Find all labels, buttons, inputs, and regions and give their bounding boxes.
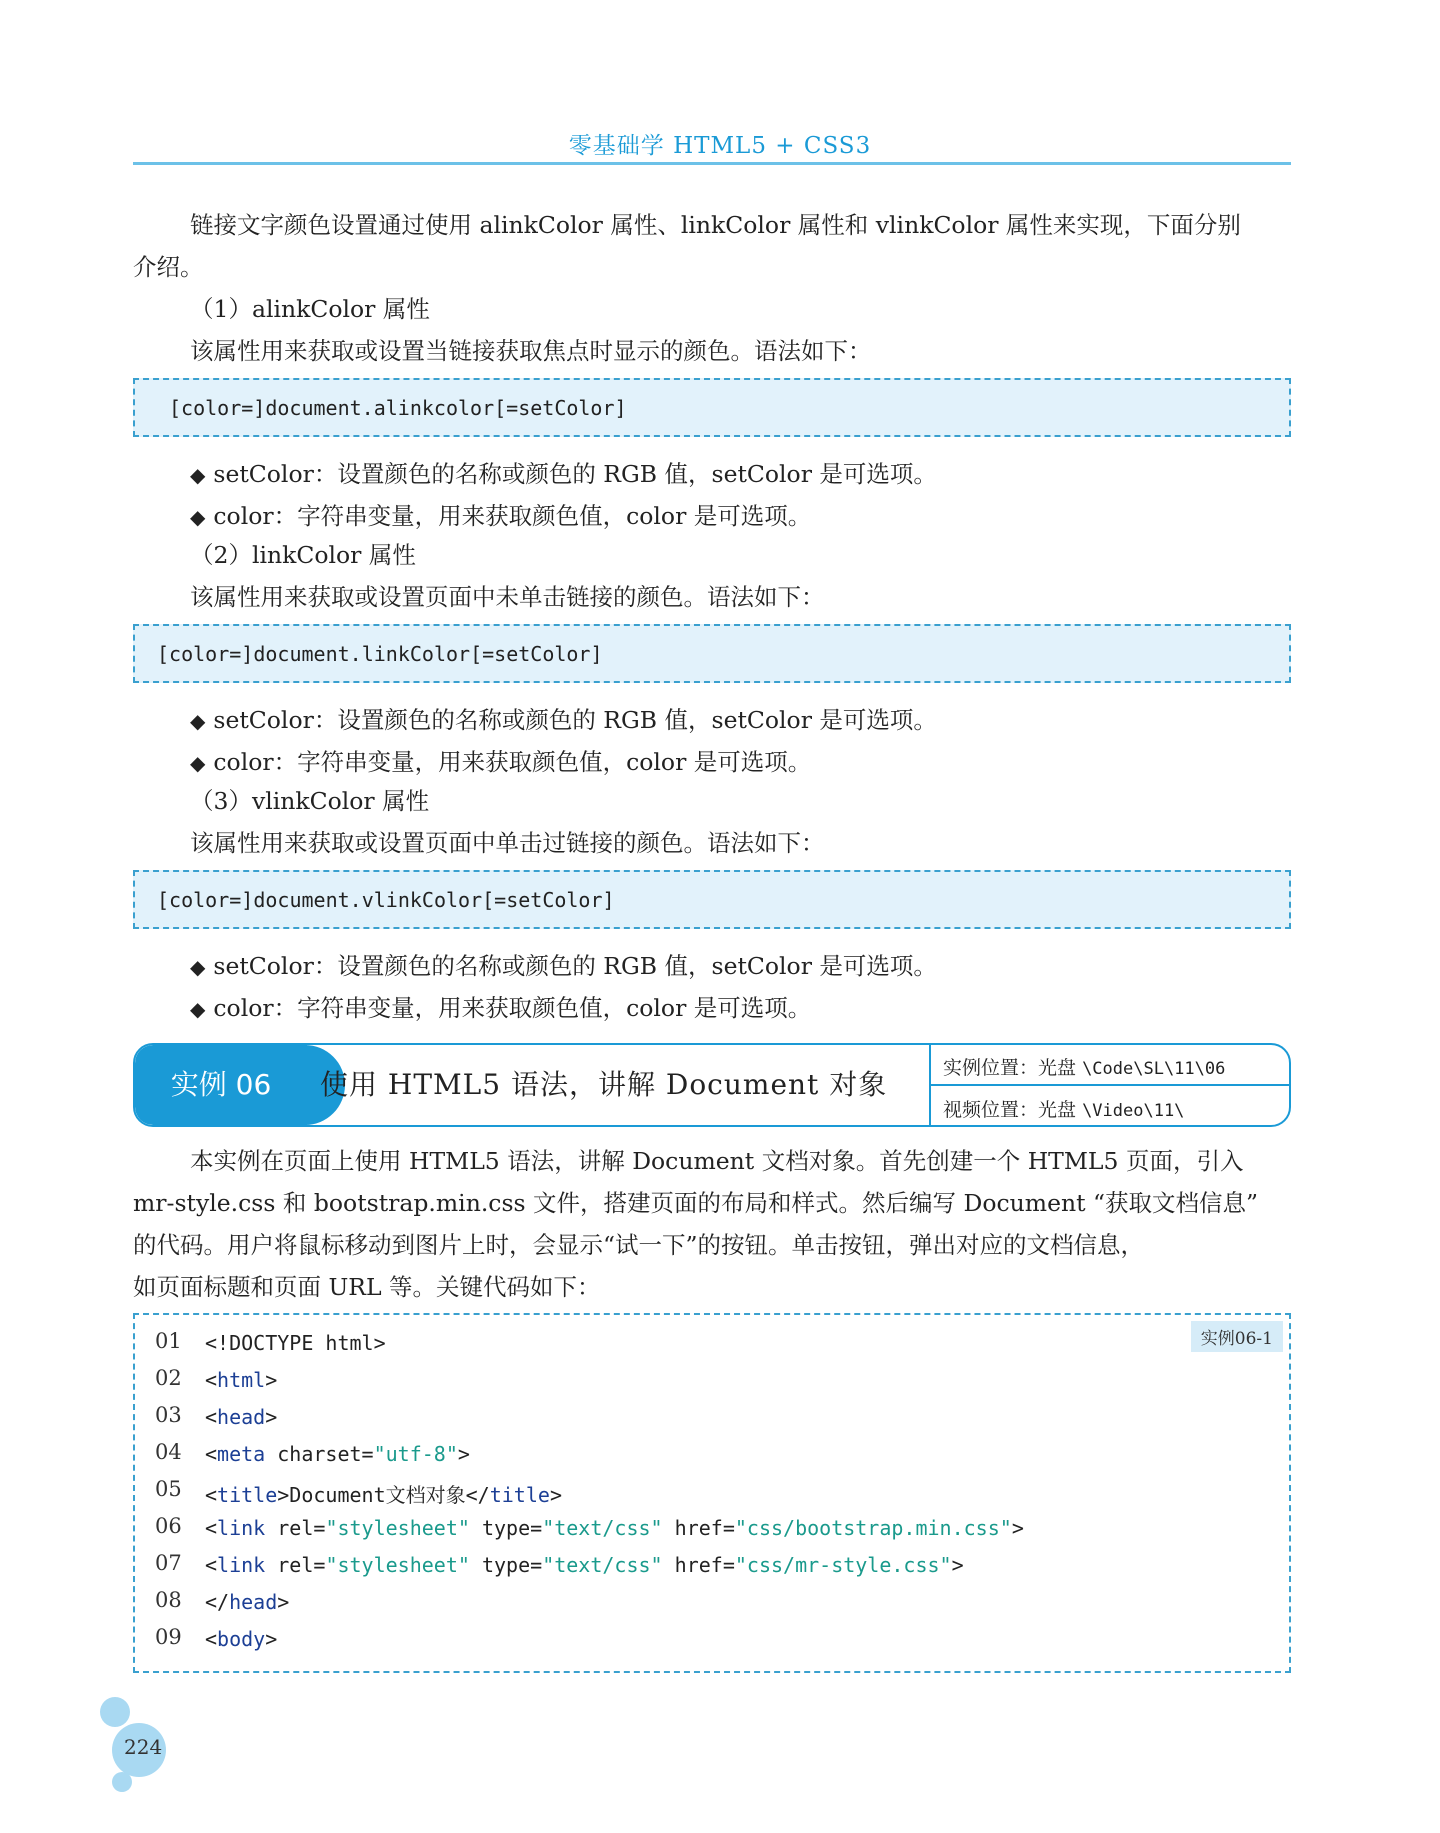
- code-line: <body>: [205, 1627, 278, 1651]
- section-desc: 该属性用来获取或设置当链接获取焦点时显示的颜色。语法如下：: [190, 337, 872, 365]
- line-number: 08: [155, 1588, 182, 1612]
- section-heading: （2）linkColor 属性: [190, 541, 416, 569]
- bullet-item: ◆ setColor：设置颜色的名称或颜色的 RGB 值，setColor 是可选项。: [190, 706, 937, 734]
- diamond-icon: ◆: [190, 955, 206, 979]
- line-number: 07: [155, 1551, 182, 1575]
- diamond-icon: ◆: [190, 709, 206, 733]
- video-location: 视频位置：光盘 \Video\11\: [943, 1099, 1185, 1121]
- code-line: <title>Document文档对象</title>: [205, 1483, 562, 1507]
- code-line: <link rel="stylesheet" type="text/css" href="css/mr-style.css">: [205, 1553, 964, 1577]
- example-desc-line: 本实例在页面上使用 HTML5 语法，讲解 Document 文档对象。首先创建一个 HTML5 页面，引入: [190, 1147, 1244, 1175]
- code-line: <!DOCTYPE html>: [205, 1331, 386, 1355]
- section-desc: 该属性用来获取或设置页面中单击过链接的颜色。语法如下：: [190, 829, 825, 857]
- code-line: <html>: [205, 1368, 278, 1392]
- code-line: <meta charset="utf-8">: [205, 1442, 470, 1466]
- line-number: 05: [155, 1477, 182, 1501]
- bubble-decoration: [112, 1772, 132, 1792]
- bullet-item: ◆ color：字符串变量，用来获取颜色值，color 是可选项。: [190, 502, 812, 530]
- syntax-box: [133, 624, 1291, 683]
- intro-line-2: 介绍。: [133, 253, 204, 281]
- section-heading: （1）alinkColor 属性: [190, 295, 430, 323]
- syntax-code: [color=]document.linkColor[=setColor]: [157, 642, 603, 666]
- line-number: 04: [155, 1440, 182, 1464]
- example-desc-line: 如页面标题和页面 URL 等。关键代码如下：: [133, 1273, 601, 1301]
- line-number: 01: [155, 1329, 182, 1353]
- code-line: </head>: [205, 1590, 290, 1614]
- line-number: 06: [155, 1514, 182, 1538]
- example-desc-line: 的代码。用户将鼠标移动到图片上时，会显示“试一下”的按钮。单击按钮，弹出对应的文档信息，: [133, 1231, 1145, 1259]
- example-title: 使用 HTML5 语法，讲解 Document 对象: [320, 1068, 888, 1101]
- bullet-item: ◆ color：字符串变量，用来获取颜色值，color 是可选项。: [190, 994, 812, 1022]
- section-desc: 该属性用来获取或设置页面中未单击链接的颜色。语法如下：: [190, 583, 825, 611]
- example-badge: 实例 06: [135, 1045, 307, 1125]
- bullet-item: ◆ color：字符串变量，用来获取颜色值，color 是可选项。: [190, 748, 812, 776]
- header-rule: [133, 162, 1291, 165]
- line-number: 02: [155, 1366, 182, 1390]
- listing-tag: 实例06-1: [1191, 1321, 1283, 1352]
- code-line: <head>: [205, 1405, 278, 1429]
- syntax-box: [133, 378, 1291, 437]
- code-listing: [133, 1313, 1291, 1673]
- page-number: 224: [124, 1735, 163, 1759]
- running-header: 零基础学 HTML5 + CSS3: [568, 133, 872, 159]
- syntax-box: [133, 870, 1291, 929]
- example-desc-line: mr-style.css 和 bootstrap.min.css 文件，搭建页面的布局和样式。然后编写 Document “获取文档信息”: [133, 1189, 1259, 1217]
- bullet-item: ◆ setColor：设置颜色的名称或颜色的 RGB 值，setColor 是可选项。: [190, 952, 937, 980]
- line-number: 03: [155, 1403, 182, 1427]
- example-banner: [133, 1043, 1291, 1127]
- example-location: 实例位置：光盘 \Code\SL\11\06: [943, 1057, 1226, 1079]
- bubble-decoration: [100, 1697, 130, 1727]
- code-line: <link rel="stylesheet" type="text/css" href="css/bootstrap.min.css">: [205, 1516, 1024, 1540]
- diamond-icon: ◆: [190, 505, 206, 529]
- line-number: 09: [155, 1625, 182, 1649]
- bullet-item: ◆ setColor：设置颜色的名称或颜色的 RGB 值，setColor 是可选项。: [190, 460, 937, 488]
- syntax-code: [color=]document.alinkcolor[=setColor]: [169, 396, 627, 420]
- section-heading: （3）vlinkColor 属性: [190, 787, 430, 815]
- intro-line-1: 链接文字颜色设置通过使用 alinkColor 属性、linkColor 属性和 vlinkColor 属性来实现，下面分别: [190, 211, 1241, 239]
- banner-divider: [929, 1084, 1291, 1086]
- diamond-icon: ◆: [190, 751, 206, 775]
- diamond-icon: ◆: [190, 463, 206, 487]
- syntax-code: [color=]document.vlinkColor[=setColor]: [157, 888, 615, 912]
- diamond-icon: ◆: [190, 997, 206, 1021]
